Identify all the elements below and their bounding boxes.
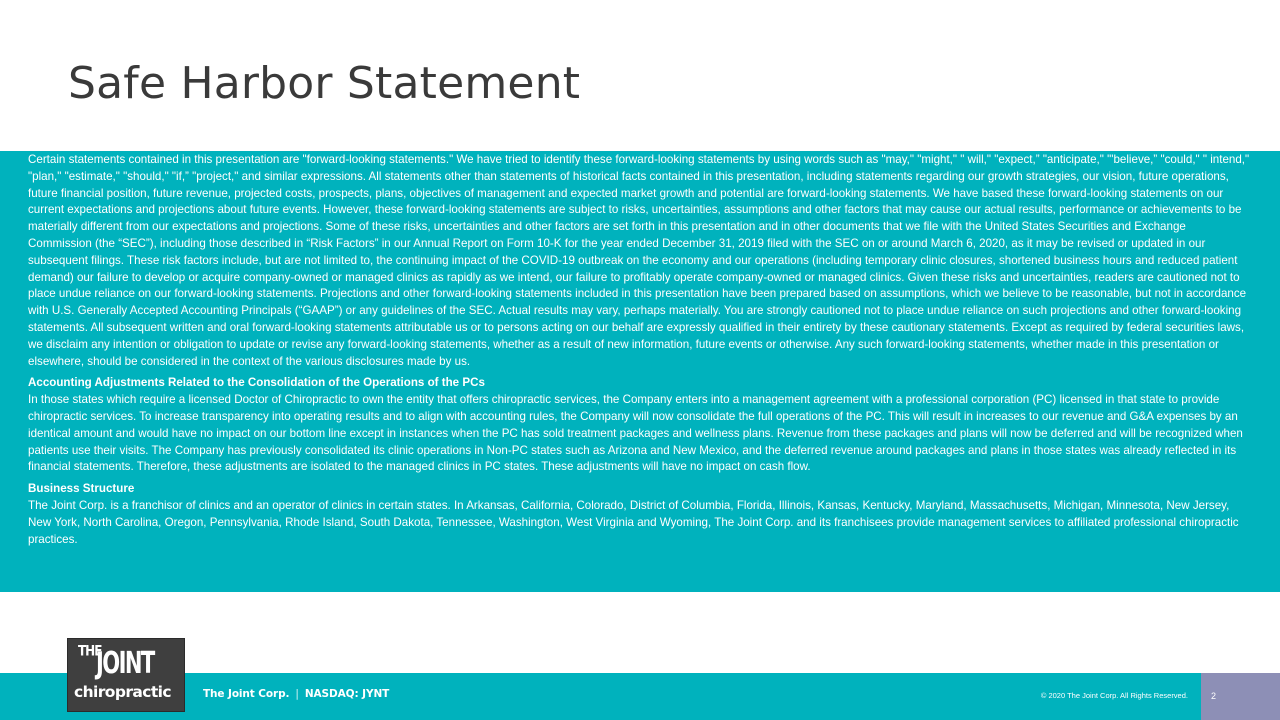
page-title: Safe Harbor Statement <box>68 58 581 109</box>
company-ticker <box>203 688 389 700</box>
logo-the-text: THE <box>78 642 102 660</box>
business-structure-heading: Business Structure <box>28 482 135 496</box>
footer-separator: | <box>295 688 299 700</box>
copyright-notice: © 2020 The Joint Corp. All Rights Reserved. <box>1040 691 1188 700</box>
accounting-heading: Accounting Adjustments Related to the Consolidation of the Operations of the PCs <box>28 376 485 390</box>
logo-joint-text: JOINT <box>96 646 154 681</box>
logo-chiropractic-text: chiropractic <box>74 683 171 701</box>
disclaimer-panel <box>0 151 1280 592</box>
company-logo <box>67 638 185 712</box>
page-number: 2 <box>1201 673 1280 720</box>
accounting-paragraph: In those states which require a licensed Doctor of Chiropractic to own the entity that offers chiropractic services, the Company enters into a management agreement with a professional corporation (PC) licensed in that state to provide chiropractic services. To increase transparency into operating results and to align with accounting rules, the Company will now consolidate the full operations of the PC. This will result in increases to our revenue and G&A expenses by an identical amount and would have no impact on our bottom line except in instances when the PC has sold treatment packages and wellness plans. Revenue from these packages and plans will now be deferred and will be recognized when patients use their visits. The Company has previously consolidated its clinic operations in Non-PC states such as Arizona and New Mexico, and the deferred revenue around packages and plans in those states was already reflected in its financial statements. Therefore, these adjustments are isolated to the managed clinics in PC states. These adjustments will have no impact on cash flow. <box>28 393 1243 474</box>
company-name: The Joint Corp. <box>203 688 290 700</box>
intro-paragraph: Certain statements contained in this presentation are "forward-looking statements." We have tried to identify these forward-looking statements by using words such as "may," "might," " will," "expect,” "anticipate," "'believe,” "could," " intend," "plan," "estimate," "should," "if,” "project," and similar expressions. All statements other than statements of historical facts contained in this presentation, including statements regarding our growth strategies, our vision, future operations, future financial position, future revenue, projected costs, prospects, plans, objectives of management and expected market growth and potential are forward-looking statements. We have based these forward-looking statements on our current expectations and projections about future events. However, these forward-looking statements are subject to risks, uncertainties, assumptions and other factors that may cause our actual results, performance or achievements to be materially different from our expectations and projections. Some of these risks, uncertainties and other factors are set forth in this presentation and in other documents that we file with the United States Securities and Exchange Commission (the “SEC”), including those described in “Risk Factors” in our Annual Report on Form 10-K for the year ended December 31, 2019 filed with the SEC on or around March 6, 2020, as it may be revised or updated in our subsequent filings. These risk factors include, but are not limited to, the continuing impact of the COVID-19 outbreak on the economy and our operations (including temporary clinic closures, shortened business hours and reduced patient demand) our failure to develop or acquire company-owned or managed clinics as rapidly as we intend, our failure to profitably operate company-owned or managed clinics. Given these risks and uncertainties, readers are cautioned not to place undue reliance on our forward-looking statements. Projections and other forward-looking statements included in this presentation have been prepared based on assumptions, which we believe to be reasonable, but not in accordance with U.S. Generally Accepted Accounting Principals (“GAAP”) or any guidelines of the SEC. Actual results may vary, perhaps materially. You are strongly cautioned not to place undue reliance on such projections and other forward-looking statements. All subsequent written and oral forward-looking statements attributable us or to persons acting on our behalf are expressly qualified in their entirety by these cautionary statements. Except as required by federal securities laws, we disclaim any intention or obligation to update or revise any forward-looking statements, whether as a result of new information, future events or otherwise. Any such forward-looking statements, whether made in this presentation or elsewhere, should be considered in the context of the various disclosures made by us. <box>28 153 1250 368</box>
business-structure-paragraph: The Joint Corp. is a franchisor of clinics and an operator of clinics in certain states. In Arkansas, California, Colorado, District of Columbia, Florida, Illinois, Kansas, Kentucky, Maryland, Massachusetts, Michigan, Minnesota, New Jersey, New York, North Carolina, Oregon, Pennsylvania, Rhode Island, South Dakota, Tennessee, Washington, West Virginia and Wyoming, The Joint Corp. and its franchisees provide management services to affiliated professional chiropractic practices. <box>28 498 1239 546</box>
ticker-symbol: NASDAQ: JYNT <box>304 688 390 700</box>
